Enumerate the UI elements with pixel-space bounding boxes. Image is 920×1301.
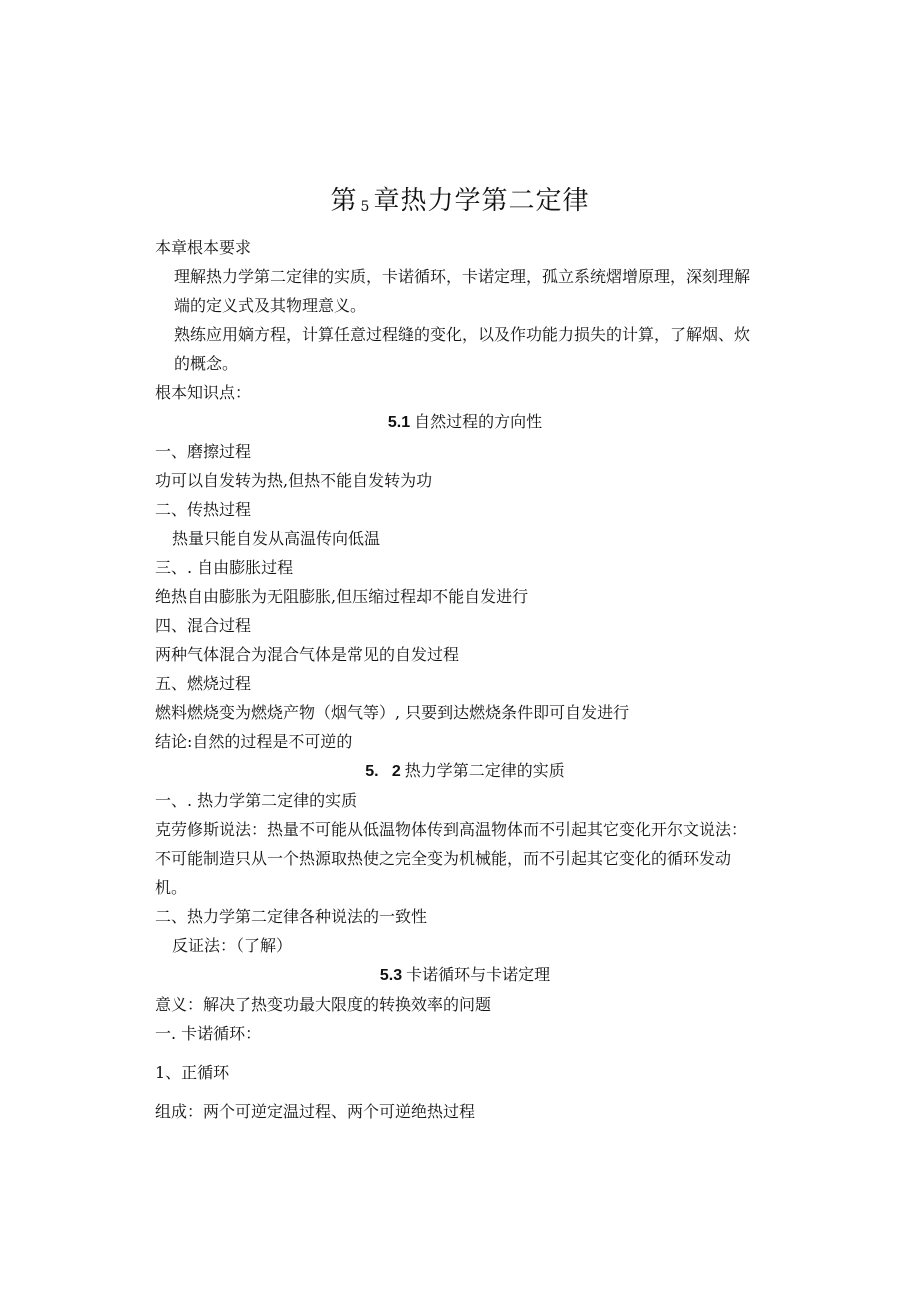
section-5-1-number: 5.1 — [387, 414, 411, 431]
sec51-item-friction-text: 功可以自发转为热,但热不能自发转为功 — [155, 471, 433, 490]
sec51-item-combustion-heading: 五、燃烧过程 — [155, 674, 252, 693]
sec52-subheading-1: 一、. 热力学第二定律的实质 — [155, 791, 358, 810]
sec52-proof-note: 反证法：（了解） — [172, 936, 293, 955]
chapter-title-text: 章热力学第二定律 — [373, 186, 590, 216]
sec53-subheading-carnot: 一. 卡诺循环： — [155, 1024, 262, 1043]
section-5-3-number: 5.3 — [379, 967, 403, 984]
section-5-1-title: 自然过程的方向性 — [414, 412, 543, 431]
knowledge-heading: 根本知识点： — [155, 383, 252, 402]
sec51-item-heat-transfer-heading: 二、传热过程 — [155, 500, 252, 519]
requirements-paragraph-1: 理解热力学第二定律的实质，卡诺循环，卡诺定理，孤立系统熠增原理，深刻理解端的定义式及其物理意义。 — [174, 267, 751, 315]
sec51-item-free-expansion-text: 绝热自由膨胀为无阻膨胀,但压缩过程却不能自发进行 — [155, 587, 529, 606]
sec53-forward-cycle: 1、正循环 — [155, 1063, 230, 1082]
sec52-statements-paragraph: 克劳修斯说法：热量不可能从低温物体传到高温物体而不引起其它变化开尔文说法：不可能制造只从一个热源取热使之完全变为机械能，而不引起其它变化的循环发动机。 — [155, 820, 748, 897]
sec51-item-free-expansion-heading: 三、. 自由膨胀过程 — [155, 558, 294, 577]
section-5-3-title: 卡诺循环与卡诺定理 — [406, 965, 551, 984]
chapter-title-prefix: 第 — [330, 186, 358, 216]
section-5-2-heading — [155, 756, 755, 786]
section-5-1-heading — [155, 407, 755, 437]
sec51-item-heat-transfer-text: 热量只能自发从高温传向低温 — [172, 529, 381, 548]
requirements-paragraph-2: 熟练应用嫡方程，计算任意过程缝的变化，以及作功能力损失的计算，了解烟、炊的概念。 — [174, 325, 751, 373]
sec51-item-friction-heading: 一、磨擦过程 — [155, 442, 252, 461]
sec51-conclusion: 结论:自然的过程是不可逆的 — [155, 732, 353, 751]
chapter-number: 5 — [360, 199, 371, 215]
sec52-subheading-2: 二、热力学第二定律各种说法的一致性 — [155, 907, 428, 926]
sec53-composition: 组成：两个可逆定温过程、两个可逆绝热过程 — [155, 1102, 476, 1121]
sec51-item-combustion-text: 燃料燃烧变为燃烧产物（烟气等）, 只要到达燃烧条件即可自发进行 — [155, 703, 630, 722]
section-5-2-title: 热力学第二定律的实质 — [404, 761, 565, 780]
sec51-item-mixing-heading: 四、混合过程 — [155, 616, 252, 635]
sec51-item-mixing-text: 两种气体混合为混合气体是常见的自发过程 — [155, 645, 460, 664]
section-5-3-heading — [155, 960, 755, 990]
chapter-title — [0, 180, 920, 217]
sec53-meaning: 意义：解决了热变功最大限度的转换效率的问题 — [155, 995, 492, 1014]
document-body — [155, 233, 755, 1126]
requirements-heading: 本章根本要求 — [155, 238, 252, 257]
section-5-2-number: 5. 2 — [365, 763, 401, 780]
